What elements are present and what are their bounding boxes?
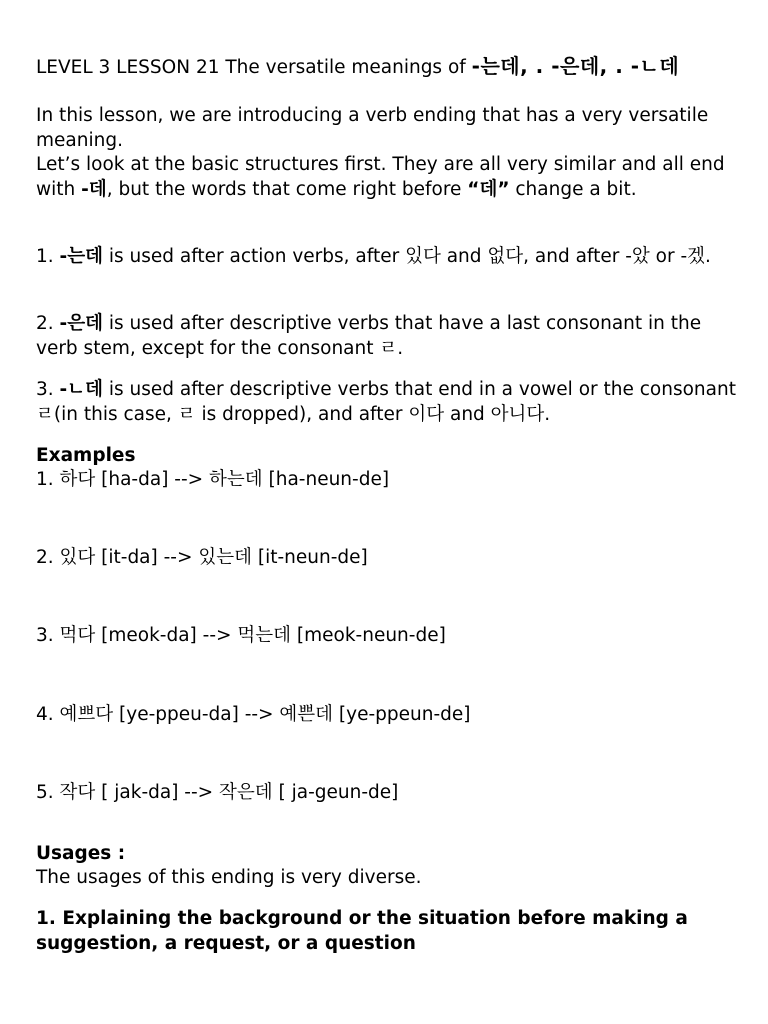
- example-2: 2. 있다 [it-da] --> 있는데 [it-neun-de]: [36, 547, 368, 568]
- item-text: is used after action verbs, after 있다 and 없다, and after -았 or -겠.: [102, 246, 711, 267]
- title-prefix: LEVEL 3 LESSON 21 The versatile meanings of: [36, 57, 472, 78]
- examples-heading: Examples: [36, 445, 136, 466]
- item-number: 2.: [36, 313, 60, 334]
- intro-paragraph: [36, 104, 738, 202]
- usages-text: The usages of this ending is very diverse.: [36, 867, 422, 888]
- structure-item-1: [36, 245, 738, 270]
- example-1: 1. 하다 [ha-da] --> 하는데 [ha-neun-de]: [36, 469, 390, 490]
- structure-item-3: [36, 378, 738, 427]
- example-4: 4. 예쁘다 [ye-ppeu-da] --> 예쁜데 [ye-ppeun-de]: [36, 704, 471, 725]
- usage-section-1-heading: 1. Explaining the background or the situation before making a suggestion, a request, or a question: [36, 908, 688, 954]
- item-number: 1.: [36, 246, 60, 267]
- item-form: -ㄴ데: [59, 379, 103, 400]
- structure-item-2: [36, 312, 738, 361]
- intro-bold-de: -데: [81, 178, 107, 200]
- intro-text-b: , but the words that come right before: [106, 178, 468, 200]
- item-form: -는데: [59, 246, 103, 267]
- intro-line-2: [36, 153, 738, 202]
- intro-text-a: Let’s look at the basic structures first. They are all very similar and all end with: [36, 154, 725, 200]
- example-5: 5. 작다 [ jak-da] --> 작은데 [ ja-geun-de]: [36, 782, 399, 803]
- intro-text-c: change a bit.: [509, 178, 637, 200]
- item-number: 3.: [36, 379, 60, 400]
- item-text: is used after descriptive verbs that have a last consonant in the verb stem, except for the consonant ㄹ.: [36, 313, 702, 359]
- title-korean-forms: -는데, . -은데, . -ㄴ데: [471, 54, 680, 78]
- item-form: -은데: [59, 313, 103, 334]
- intro-line-1: In this lesson, we are introducing a verb ending that has a very versatile meaning.: [36, 105, 709, 151]
- example-3: 3. 먹다 [meok-da] --> 먹는데 [meok-neun-de]: [36, 625, 446, 646]
- intro-bold-quoted-de: “데”: [467, 178, 510, 200]
- usages-heading: Usages :: [36, 843, 126, 864]
- item-text: is used after descriptive verbs that end in a vowel or the consonant ㄹ(in this case, ㄹ is dropped), and after 이다 and 아니다.: [36, 379, 736, 425]
- lesson-title: [36, 54, 738, 80]
